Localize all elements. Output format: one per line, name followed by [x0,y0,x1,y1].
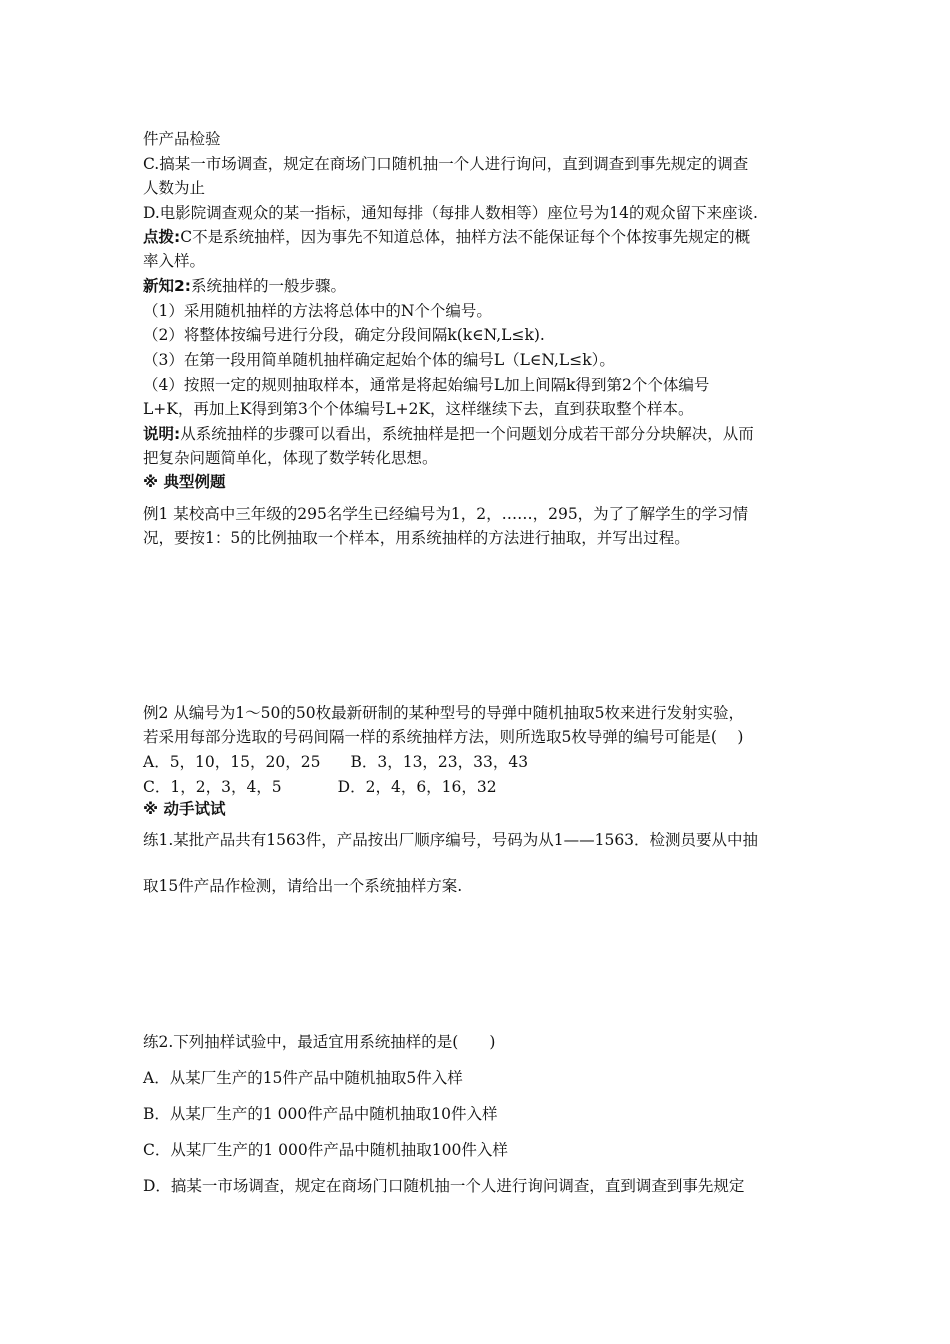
choice-d: D．搞某一市场调查，规定在商场门口随机抽一个人进行询问调查，直到调查到事先规定 [143,1177,745,1195]
text-line: 况，要按1：5的比例抽取一个样本，用系统抽样的方法进行抽取，并写出过程。 [143,529,690,547]
text-line: （2）将整体按编号进行分段，确定分段间隔k(k∈N,L≤k). [143,326,545,344]
text-line: D.电影院调查观众的某一指标，通知每排（每排人数相等）座位号为14的观众留下来座谈. [143,204,758,222]
choice-b: B．3，13，23，33，43 [350,753,529,771]
text-line: L+K，再加上K得到第3个个体编号L+2K，这样继续下去，直到获取整个样本。 [143,400,694,418]
text-line: （3）在第一段用简单随机抽样确定起始个体的编号L（L∈N,L≤k）。 [143,351,615,369]
text-line [143,226,750,248]
new-knowledge-text: 系统抽样的一般步骤。 [190,277,346,295]
text-line: 练1.某批产品共有1563件，产品按出厂顺序编号，号码为从1——1563．检测员要从中抽 [143,831,759,849]
text-line [143,275,346,297]
label-hint: 点拨: [143,228,181,246]
text-line: C.搞某一市场调查，规定在商场门口随机抽一个人进行询问，直到调查到事先规定的调查 [143,155,749,173]
text-line: 例1 某校高中三年级的295名学生已经编号为1，2，……，295，为了了解学生的学习情 [143,505,749,523]
text-line: （4）按照一定的规则抽取样本，通常是将起始编号L加上间隔k得到第2个个体编号 [143,376,710,394]
text-line: 人数为止 [143,179,206,197]
choice-d: D．2，4，6，16，32 [337,778,497,796]
label-new-knowledge: 新知2: [143,277,191,295]
section-heading-examples: ※ 典型例题 [143,473,226,491]
text-line: 例2 从编号为1～50的50枚最新研制的某种型号的导弹中随机抽取5枚来进行发射实验， [143,704,744,722]
text-line: 练2.下列抽样试验中，最适宜用系统抽样的是( ) [143,1033,496,1051]
text-line: （1）采用随机抽样的方法将总体中的N个个编号。 [143,302,492,320]
note-text: 从系统抽样的步骤可以看出，系统抽样是把一个问题划分成若干部分分块解决，从而 [180,425,754,443]
label-note: 说明: [143,425,181,443]
choice-a: A．从某厂生产的15件产品中随机抽取5件入样 [143,1069,463,1087]
choice-a: A．5，10，15，20，25 [143,753,321,771]
text-line: 件产品检验 [143,130,221,148]
choice-b: B．从某厂生产的1 000件产品中随机抽取10件入样 [143,1105,498,1123]
choice-row [143,751,528,773]
choice-c: C．从某厂生产的1 000件产品中随机抽取100件入样 [143,1141,508,1159]
section-heading-practice: ※ 动手试试 [143,800,226,818]
text-line: 取15件产品作检测，请给出一个系统抽样方案. [143,877,463,895]
text-line: 若采用每部分选取的号码间隔一样的系统抽样方法，则所选取5枚导弹的编号可能是( ) [143,728,744,746]
choice-c: C．1，2，3，4，5 [143,778,282,796]
choice-row [143,776,497,798]
text-line: 把复杂问题简单化，体现了数学转化思想。 [143,449,438,467]
text-line [143,423,754,445]
hint-text: C不是系统抽样，因为事先不知道总体，抽样方法不能保证每个个体按事先规定的概 [180,228,751,246]
text-line: 率入样。 [143,252,206,270]
